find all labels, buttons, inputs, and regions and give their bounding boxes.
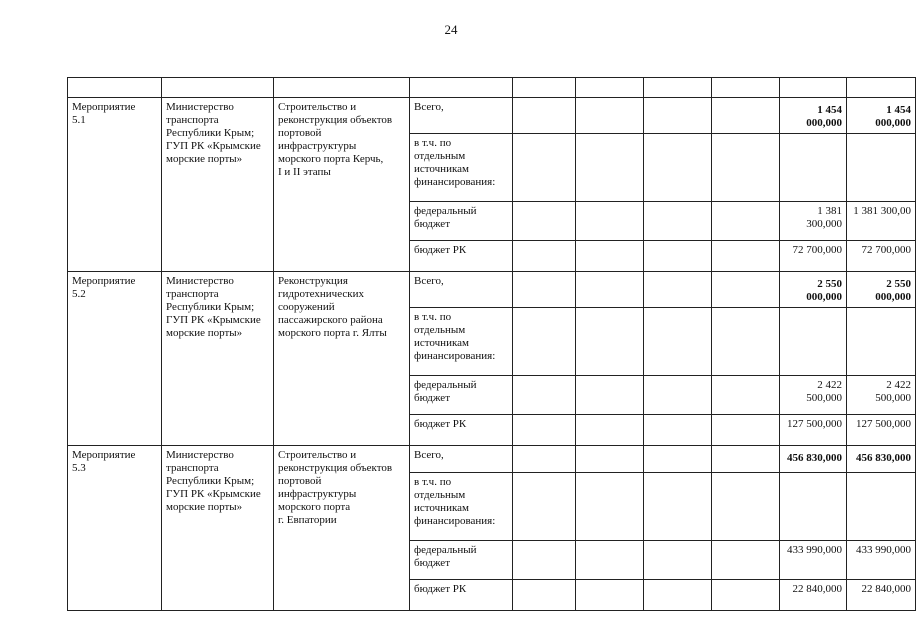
empty-header-row: [68, 78, 916, 98]
empty-year-cell: [712, 202, 780, 241]
empty-year-cell: [712, 415, 780, 446]
empty-year-cell: [712, 272, 780, 308]
description-cell: [274, 98, 410, 272]
description-cell-line: портовой: [278, 127, 322, 139]
measure-name-cell-line: Мероприятие: [72, 275, 136, 287]
total-amount-cell: 22 840,000: [847, 580, 916, 611]
table-row: [68, 272, 916, 308]
amount-cell: 22 840,000: [780, 580, 847, 611]
measure-name-cell: [68, 446, 162, 611]
executor-cell: [162, 446, 274, 611]
description-cell-line: инфраструктуры: [278, 488, 357, 500]
funding-source-cell-line: бюджет РК: [414, 583, 467, 595]
empty-year-cell: [513, 308, 576, 376]
executor-cell-line: Республики Крым;: [166, 475, 255, 487]
funding-source-cell: [410, 134, 513, 202]
table-row: [68, 98, 916, 134]
executor-cell-line: транспорта: [166, 114, 219, 126]
financing-table: [67, 77, 916, 611]
empty-year-cell: [513, 202, 576, 241]
header-cell: [513, 78, 576, 98]
table-row: [68, 446, 916, 473]
empty-year-cell: [644, 134, 712, 202]
amount-cell: 1 454 000,000: [780, 98, 847, 134]
executor-cell-line: ГУП РК «Крымские: [166, 140, 261, 152]
amount-cell: 433 990,000: [780, 541, 847, 580]
description-cell-line: сооружений: [278, 301, 335, 313]
funding-source-cell-line: бюджет: [414, 557, 450, 569]
description-cell-line: гидротехнических: [278, 288, 364, 300]
empty-year-cell: [644, 473, 712, 541]
empty-year-cell: [513, 376, 576, 415]
funding-source-cell-line: бюджет: [414, 392, 450, 404]
total-amount-cell: 2 550 000,000: [847, 272, 916, 308]
amount-cell: 72 700,000: [780, 241, 847, 272]
amount-cell: [780, 134, 847, 202]
total-amount-cell: 456 830,000: [847, 446, 916, 473]
header-cell: [162, 78, 274, 98]
description-cell-line: I и II этапы: [278, 166, 331, 178]
total-amount-cell: [847, 134, 916, 202]
executor-cell-line: ГУП РК «Крымские: [166, 488, 261, 500]
empty-year-cell: [513, 98, 576, 134]
empty-year-cell: [513, 473, 576, 541]
description-cell-line: Строительство и: [278, 101, 357, 113]
empty-year-cell: [513, 415, 576, 446]
empty-year-cell: [644, 541, 712, 580]
funding-source-cell: [410, 98, 513, 134]
empty-year-cell: [576, 308, 644, 376]
empty-year-cell: [576, 202, 644, 241]
empty-year-cell: [576, 134, 644, 202]
empty-year-cell: [712, 376, 780, 415]
executor-cell-line: транспорта: [166, 288, 219, 300]
funding-source-cell-line: федеральный: [414, 544, 477, 556]
total-amount-cell: 2 422 500,000: [847, 376, 916, 415]
executor-cell: [162, 272, 274, 446]
empty-year-cell: [576, 446, 644, 473]
description-cell-line: инфраструктуры: [278, 140, 357, 152]
total-amount-cell: 72 700,000: [847, 241, 916, 272]
funding-source-cell-line: финансирования:: [414, 176, 496, 188]
empty-year-cell: [576, 580, 644, 611]
executor-cell-line: Республики Крым;: [166, 301, 255, 313]
total-amount-cell: 1 381 300,00: [847, 202, 916, 241]
empty-year-cell: [513, 446, 576, 473]
description-cell: [274, 272, 410, 446]
funding-source-cell: [410, 241, 513, 272]
empty-year-cell: [644, 202, 712, 241]
empty-year-cell: [576, 541, 644, 580]
empty-year-cell: [644, 376, 712, 415]
total-amount-cell: 1 454 000,000: [847, 98, 916, 134]
funding-source-cell-line: отдельным: [414, 489, 466, 501]
funding-source-cell-line: федеральный: [414, 205, 477, 217]
amount-cell: 2 550 000,000: [780, 272, 847, 308]
total-amount-cell: 433 990,000: [847, 541, 916, 580]
header-cell: [780, 78, 847, 98]
header-cell: [410, 78, 513, 98]
empty-year-cell: [644, 98, 712, 134]
amount-cell: [780, 308, 847, 376]
amount-cell: [780, 473, 847, 541]
header-cell: [847, 78, 916, 98]
empty-year-cell: [644, 446, 712, 473]
empty-year-cell: [644, 580, 712, 611]
page-number: 24: [444, 22, 458, 37]
total-amount-cell: [847, 308, 916, 376]
empty-year-cell: [513, 541, 576, 580]
table-body: [68, 78, 916, 611]
empty-year-cell: [712, 541, 780, 580]
funding-source-cell-line: федеральный: [414, 379, 477, 391]
executor-cell-line: ГУП РК «Крымские: [166, 314, 261, 326]
funding-source-cell-line: бюджет: [414, 218, 450, 230]
amount-cell: 2 422 500,000: [780, 376, 847, 415]
executor-cell-line: Министерство: [166, 101, 234, 113]
empty-year-cell: [576, 241, 644, 272]
executor-cell-line: морские порты»: [166, 327, 243, 339]
empty-year-cell: [513, 241, 576, 272]
empty-year-cell: [712, 241, 780, 272]
empty-year-cell: [576, 272, 644, 308]
amount-cell: 1 381 300,000: [780, 202, 847, 241]
measure-name-cell-line: 5.1: [72, 114, 86, 126]
funding-source-cell-line: отдельным: [414, 324, 466, 336]
funding-source-cell-line: отдельным: [414, 150, 466, 162]
empty-year-cell: [513, 272, 576, 308]
empty-year-cell: [576, 473, 644, 541]
funding-source-cell: [410, 308, 513, 376]
funding-source-cell: [410, 580, 513, 611]
description-cell-line: пассажирского района: [278, 314, 383, 326]
executor-cell-line: транспорта: [166, 462, 219, 474]
measure-name-cell-line: Мероприятие: [72, 101, 136, 113]
funding-source-cell-line: источникам: [414, 337, 469, 349]
header-cell: [712, 78, 780, 98]
funding-source-cell-line: Всего,: [414, 449, 444, 461]
amount-cell: 456 830,000: [780, 446, 847, 473]
funding-source-cell: [410, 541, 513, 580]
funding-source-cell: [410, 446, 513, 473]
measure-name-cell-line: Мероприятие: [72, 449, 136, 461]
description-cell-line: морского порта: [278, 501, 351, 513]
empty-year-cell: [513, 580, 576, 611]
empty-year-cell: [712, 446, 780, 473]
empty-year-cell: [644, 241, 712, 272]
executor-cell-line: Министерство: [166, 275, 234, 287]
amount-cell: 127 500,000: [780, 415, 847, 446]
header-cell: [68, 78, 162, 98]
description-cell-line: Реконструкция: [278, 275, 348, 287]
empty-year-cell: [576, 376, 644, 415]
header-cell: [644, 78, 712, 98]
funding-source-cell-line: источникам: [414, 502, 469, 514]
funding-source-cell: [410, 415, 513, 446]
funding-source-cell-line: бюджет РК: [414, 244, 467, 256]
funding-source-cell: [410, 376, 513, 415]
funding-source-cell-line: Всего,: [414, 275, 444, 287]
measure-name-cell: [68, 98, 162, 272]
description-cell-line: морского порта г. Ялты: [278, 327, 387, 339]
total-amount-cell: 127 500,000: [847, 415, 916, 446]
header-cell: [576, 78, 644, 98]
empty-year-cell: [576, 98, 644, 134]
empty-year-cell: [513, 134, 576, 202]
description-cell: [274, 446, 410, 611]
empty-year-cell: [712, 134, 780, 202]
empty-year-cell: [712, 308, 780, 376]
funding-source-cell-line: Всего,: [414, 101, 444, 113]
description-cell-line: г. Евпатории: [278, 514, 337, 526]
empty-year-cell: [576, 415, 644, 446]
funding-source-cell: [410, 272, 513, 308]
funding-source-cell-line: бюджет РК: [414, 418, 467, 430]
empty-year-cell: [644, 308, 712, 376]
header-cell: [274, 78, 410, 98]
funding-source-cell-line: в т.ч. по: [414, 311, 452, 323]
description-cell-line: реконструкция объектов: [278, 114, 393, 126]
measure-name-cell: [68, 272, 162, 446]
total-amount-cell: [847, 473, 916, 541]
funding-source-cell-line: источникам: [414, 163, 469, 175]
empty-year-cell: [712, 580, 780, 611]
funding-source-cell: [410, 473, 513, 541]
executor-cell-line: морские порты»: [166, 153, 243, 165]
funding-source-cell-line: в т.ч. по: [414, 476, 452, 488]
measure-name-cell-line: 5.2: [72, 288, 86, 300]
executor-cell-line: Республики Крым;: [166, 127, 255, 139]
executor-cell-line: морские порты»: [166, 501, 243, 513]
executor-cell-line: Министерство: [166, 449, 234, 461]
executor-cell: [162, 98, 274, 272]
empty-year-cell: [644, 415, 712, 446]
funding-source-cell-line: финансирования:: [414, 350, 496, 362]
measure-name-cell-line: 5.3: [72, 462, 86, 474]
funding-source-cell: [410, 202, 513, 241]
funding-source-cell-line: в т.ч. по: [414, 137, 452, 149]
funding-source-cell-line: финансирования:: [414, 515, 496, 527]
description-cell-line: морского порта Керчь,: [278, 153, 384, 165]
description-cell-line: Строительство и: [278, 449, 357, 461]
empty-year-cell: [712, 473, 780, 541]
empty-year-cell: [644, 272, 712, 308]
description-cell-line: реконструкция объектов: [278, 462, 393, 474]
description-cell-line: портовой: [278, 475, 322, 487]
empty-year-cell: [712, 98, 780, 134]
